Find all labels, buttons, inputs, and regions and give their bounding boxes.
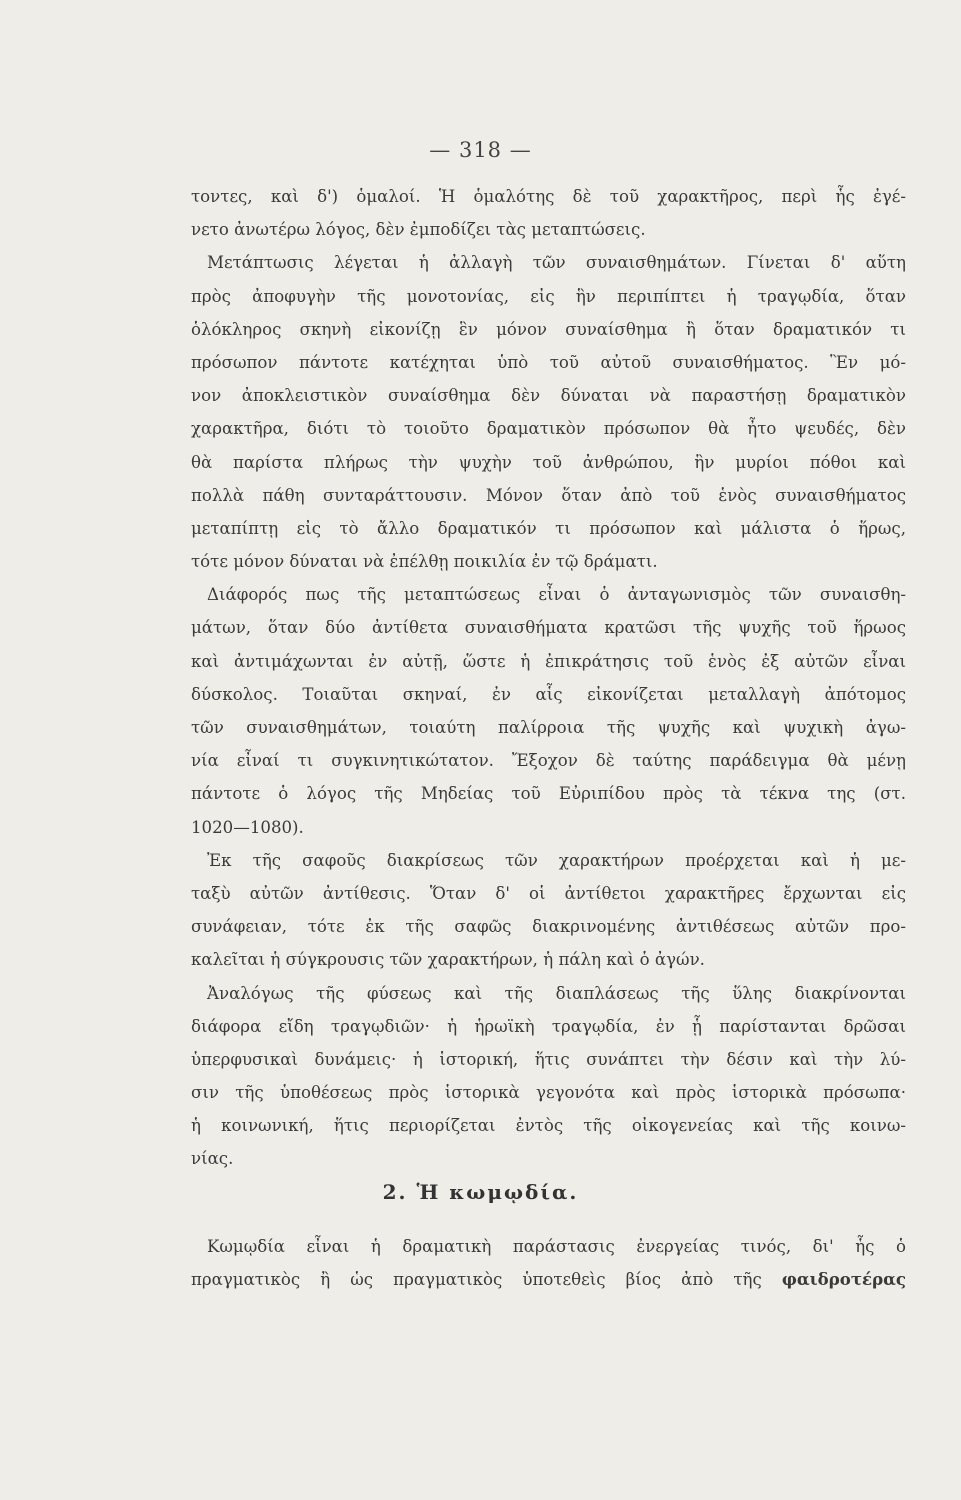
text-line: ὁλόκληρος σκηνὴ εἰκονίζῃ ἓν μόνον συναίσθημα ἢ ὅταν δραματικόν τι <box>191 319 906 339</box>
text-line: σιν τῆς ὑποθέσεως πρὸς ἱστορικὰ γεγονότα καὶ πρὸς ἱστορικὰ πρόσωπα· <box>191 1083 906 1103</box>
text-line: νετο ἀνωτέρω λόγος, δὲν ἐμποδίζει τὰς μεταπτώσεις. <box>191 220 646 240</box>
page-number: — 318 — <box>429 138 532 162</box>
text-line: πρόσωπον πάντοτε κατέχηται ὑπὸ τοῦ αὐτοῦ συναισθήματος. Ἓν μό- <box>191 352 906 372</box>
text-line: τότε μόνον δύναται νὰ ἐπέλθῃ ποικιλία ἐν τῷ δράματι. <box>191 552 658 572</box>
text-line: πάντοτε ὁ λόγος τῆς Μηδείας τοῦ Εὐριπίδου πρὸς τὰ τέκνα της (στ. <box>191 784 906 804</box>
text-line: Ἀναλόγως τῆς φύσεως καὶ τῆς διαπλάσεως τῆς ὕλης διακρίνονται <box>207 983 906 1003</box>
text-line: ἡ κοινωνική, ἥτις περιορίζεται ἐντὸς τῆς οἰκογενείας καὶ τῆς κοινω- <box>191 1116 906 1136</box>
text-line: ὑπερφυσικαὶ δυνάμεις· ἡ ἱστορική, ἥτις συνάπτει τὴν δέσιν καὶ τὴν λύ- <box>191 1049 906 1069</box>
text-line: Κωμῳδία εἶναι ἡ δραματικὴ παράστασις ἐνεργείας τινός, δι' ἧς ὁ <box>207 1237 906 1256</box>
text-line: ταξὺ αὐτῶν ἀντίθεσις. Ὅταν δ' οἱ ἀντίθετοι χαρακτῆρες ἔρχωνται εἰς <box>191 883 906 903</box>
text-line: μεταπίπτῃ εἰς τὸ ἄλλο δραματικόν τι πρόσωπον καὶ μάλιστα ὁ ἥρως, <box>191 518 906 538</box>
text-line: δύσκολος. Τοιαῦται σκηναί, ἐν αἷς εἰκονίζεται μεταλλαγὴ ἀπότομος <box>191 684 906 704</box>
text-line: 1020—1080). <box>191 817 304 837</box>
text-segment: πραγματικὸς ἢ ὡς πραγματικὸς ὑποτεθεὶς βίος ἀπὸ τῆς <box>191 1270 762 1290</box>
text-line: θὰ παρίστα πλήρως τὴν ψυχὴν τοῦ ἀνθρώπου, ἣν μυρίοι πόθοι καὶ <box>191 452 906 472</box>
text-line: καὶ ἀντιμάχωνται ἐν αὐτῇ, ὥστε ἡ ἐπικράτησις τοῦ ἑνὸς ἐξ αὐτῶν εἶναι <box>191 651 906 671</box>
text-line: τοντες, καὶ δ') ὁμαλοί. Ἡ ὁμαλότης δὲ τοῦ χαρακτῆρος, περὶ ἧς ἐγέ- <box>191 187 906 206</box>
text-line: χαρακτῆρα, διότι τὸ τοιοῦτο δραματικὸν πρόσωπον θὰ ἦτο ψευδές, δὲν <box>191 419 906 439</box>
final-paragraph <box>191 1230 906 1296</box>
text-line: νον ἀποκλειστικὸν συναίσθημα δὲν δύναται νὰ παραστήσῃ δραματικὸν <box>191 386 906 406</box>
text-line: συνάφειαν, τότε ἐκ τῆς σαφῶς διακρινομένης ἀντιθέσεως αὐτῶν προ- <box>191 917 906 937</box>
body-text <box>191 180 906 1176</box>
text-line <box>191 1263 906 1296</box>
text-line: καλεῖται ἡ σύγκρουσις τῶν χαρακτήρων, ἡ πάλη καὶ ὁ ἀγών. <box>191 950 705 970</box>
text-line: πολλὰ πάθη συνταράττουσιν. Μόνον ὅταν ἀπὸ τοῦ ἑνὸς συναισθήματος <box>191 485 906 505</box>
text-line: Διάφορός πως τῆς μεταπτώσεως εἶναι ὁ ἀνταγωνισμὸς τῶν συναισθη- <box>207 585 906 605</box>
section-heading: 2. Ἡ κωμῳδία. <box>382 1180 579 1204</box>
text-line: διάφορα εἴδη τραγῳδιῶν· ἡ ἡρωϊκὴ τραγῳδία, ἐν ᾗ παρίστανται δρῶσαι <box>191 1016 906 1036</box>
text-line: Μετάπτωσις λέγεται ἡ ἀλλαγὴ τῶν συναισθημάτων. Γίνεται δ' αὕτη <box>207 253 906 273</box>
text-line: πρὸς ἀποφυγὴν τῆς μονοτονίας, εἰς ἣν περιπίπτει ἡ τραγῳδία, ὅταν <box>191 286 906 306</box>
text-line: νία εἶναί τι συγκινητικώτατον. Ἔξοχον δὲ ταύτης παράδειγμα θὰ μένῃ <box>191 751 906 771</box>
text-line: τῶν συναισθημάτων, τοιαύτη παλίρροια τῆς ψυχῆς καὶ ψυχικὴ ἀγω- <box>191 718 906 737</box>
text-line: μάτων, ὅταν δύο ἀντίθετα συναισθήματα κρατῶσι τῆς ψυχῆς τοῦ ἥρωος <box>191 618 906 638</box>
text-line: νίας. <box>191 1149 234 1169</box>
bold-word: φαιδροτέρας <box>781 1269 907 1290</box>
text-line: Ἐκ τῆς σαφοῦς διακρίσεως τῶν χαρακτήρων προέρχεται καὶ ἡ με- <box>207 850 906 870</box>
